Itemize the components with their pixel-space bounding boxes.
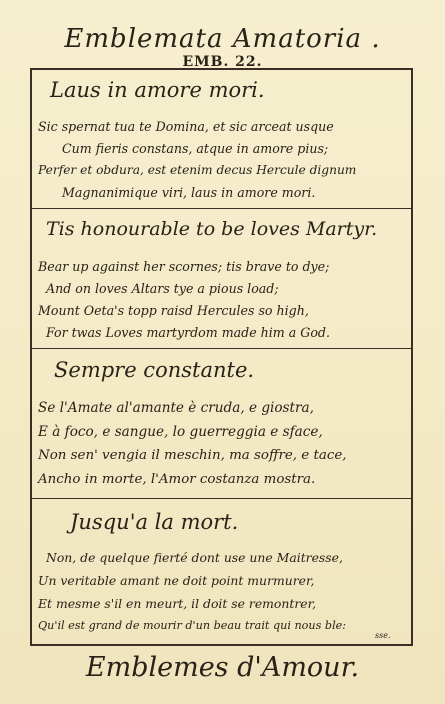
section-heading: Laus in amore mori. — [50, 78, 265, 102]
section-divider — [32, 498, 411, 499]
emblem-number: EMB. 22. — [182, 54, 263, 70]
verse-line: Et mesme s'il en meurt, il doit se remontrer, — [38, 596, 317, 611]
verse-line: Non sen' vengia il meschin, ma soffre, e tace, — [38, 448, 347, 463]
verse-line: Mount Oeta's topp raisd Hercules so high, — [38, 303, 309, 318]
verse-line: Ancho in morte, l'Amor costanza mostra. — [38, 472, 316, 487]
verse-frame — [30, 68, 413, 646]
verse-line: Perfer et obdura, est etenim decus Hercule dignum — [38, 163, 357, 177]
section-heading: Sempre constante. — [54, 358, 255, 382]
verse-line: Cum fieris constans, atque in amore pius; — [62, 141, 329, 156]
catchword: sse. — [375, 631, 391, 640]
section-heading: Jusqu'a la mort. — [70, 510, 239, 534]
verse-line: Sic spernat tua te Domina, et sic arceat usque — [38, 119, 334, 134]
verse-line: E à foco, e sangue, lo guerreggia e sface, — [38, 424, 323, 440]
section-heading: Tis honourable to be loves Martyr. — [46, 218, 378, 240]
verse-line: Se l'Amate al'amante è cruda, e giostra, — [38, 400, 314, 416]
verse-line: Un veritable amant ne doit point murmurer, — [38, 573, 315, 588]
page-title: Emblemata Amatoria . — [64, 24, 381, 54]
section-divider — [32, 348, 411, 349]
verse-line: Bear up against her scornes; tis brave to dye; — [38, 259, 330, 274]
verse-line: Qu'il est grand de mourir d'un beau trait qui nous ble: — [38, 619, 347, 632]
verse-line: For twas Loves martyrdom made him a God. — [46, 325, 330, 340]
verse-line: Magnanimique viri, laus in amore mori. — [62, 185, 316, 200]
verse-line: And on loves Altars tye a pious load; — [46, 281, 279, 296]
verse-line: Non, de quelque fierté dont use une Maitresse, — [46, 550, 343, 565]
section-divider — [32, 208, 411, 209]
footer-title: Emblemes d'Amour. — [85, 652, 360, 683]
